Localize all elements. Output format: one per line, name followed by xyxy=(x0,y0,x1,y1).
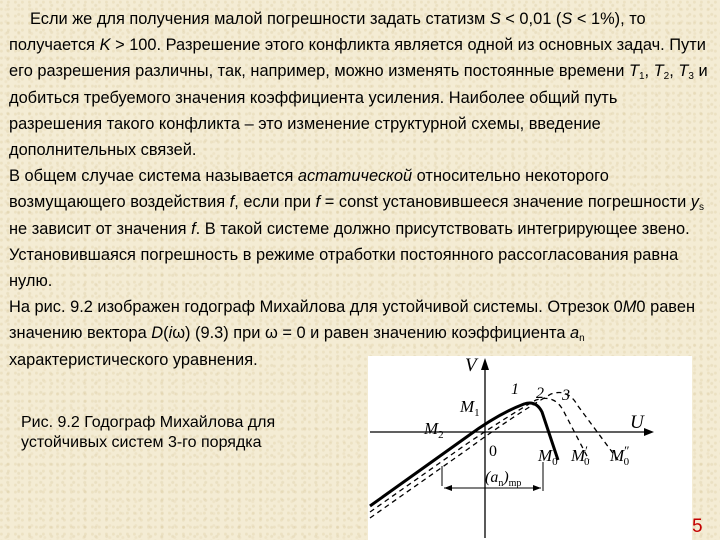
symbol-m: M xyxy=(622,298,637,317)
text-run: 0 равен значению вектора xyxy=(9,298,695,343)
mikhailov-hodograph-figure xyxy=(368,356,692,540)
dimension-label: $(a_n)_{mp}$ xyxy=(485,469,522,489)
text-run: ω) (9.3) при ω = 0 и равен значению коэффициента xyxy=(172,324,571,343)
text-run: не зависит от значения xyxy=(9,219,192,238)
curve-1-label: 1 xyxy=(511,381,519,398)
text-run: относительно некоторого возмущающего воздействия xyxy=(9,167,609,212)
symbol-f: f xyxy=(229,193,235,212)
subscript: 2 xyxy=(663,71,670,83)
point-m0-label: $M_0$ xyxy=(538,446,558,468)
dimension-arrow-left xyxy=(444,485,452,491)
symbol-y: y xyxy=(690,193,699,212)
hodograph-curve-1 xyxy=(370,403,558,506)
dimension-arrow-right xyxy=(533,485,541,491)
v-axis-arrow xyxy=(481,358,489,370)
symbol-d: D xyxy=(151,324,164,343)
symbol-s: S xyxy=(561,10,573,28)
subscript: s xyxy=(699,202,704,214)
subscript: 1 xyxy=(638,71,645,83)
symbol-t: T xyxy=(653,62,664,81)
text-run: и добиться требуемого значения коэффициента усиления. Наиболее общий путь разрешения такого конфликта – это изменение структурной схемы, введение дополнительных связей. xyxy=(9,62,708,160)
text-run: < 1%), то получается xyxy=(9,10,646,55)
symbol-f: f xyxy=(191,219,196,238)
curve-2-label: 2 xyxy=(536,385,544,402)
term-astatic: астатической xyxy=(297,167,413,186)
page-number: 5 xyxy=(692,516,703,537)
text-run: На рис. 9.2 изображен годограф Михайлова для устойчивой системы. Отрезок 0 xyxy=(9,298,623,317)
text-run: < 0,01 ( xyxy=(500,10,562,28)
point-m2-label: $M_2$ xyxy=(424,419,444,441)
body-text xyxy=(9,6,715,373)
axis-label-v: V xyxy=(465,356,477,376)
subscript: n xyxy=(579,333,585,345)
point-m0-double-prime-label: M″ 0 xyxy=(610,443,630,468)
text-run: ( xyxy=(163,324,169,343)
symbol-t: T xyxy=(678,62,689,81)
text-run: > 100. Разрешение этого конфликта является одной из основных задач. Пути его разрешения различны, так, например, можно изменять постоянные времени xyxy=(9,36,706,81)
symbol-t: T xyxy=(628,62,639,81)
curve-3-label: 3 xyxy=(562,387,570,404)
symbol-s: S xyxy=(489,10,501,28)
symbol-k: K xyxy=(99,36,111,55)
text-run: Если же для получения малой погрешности задать статизм xyxy=(30,10,490,28)
figure-caption: Рис. 9.2 Годограф Михайлова для устойчивых систем 3-го порядка xyxy=(21,414,276,451)
text-run: характеристического уравнения. xyxy=(9,350,258,369)
point-m1-label: $M_1$ xyxy=(460,397,480,419)
hodograph-diagram xyxy=(368,356,692,540)
symbol-i: i xyxy=(168,324,173,343)
text-run: = const установившееся значение погрешности xyxy=(320,193,691,212)
paragraph-1 xyxy=(9,6,715,163)
u-axis-arrow xyxy=(644,428,654,436)
origin-label: 0 xyxy=(489,443,497,460)
axis-label-u: U xyxy=(630,412,644,433)
symbol-a: a xyxy=(570,324,580,343)
text-run: В общем случае система называется xyxy=(9,167,298,186)
text-run: . В такой системе должно присутствовать интегрирующее звено. Установившаяся погрешность в режиме отработки постоянного рассогласования равна нулю. xyxy=(9,219,690,291)
text-run: , xyxy=(669,62,679,81)
subscript: 3 xyxy=(688,71,694,83)
paragraph-2 xyxy=(9,163,715,294)
symbol-f: f xyxy=(315,193,321,212)
point-m0-prime-label: M′ 0 xyxy=(571,443,590,468)
text-run: , xyxy=(644,62,654,81)
text-run: , если при xyxy=(234,193,316,212)
